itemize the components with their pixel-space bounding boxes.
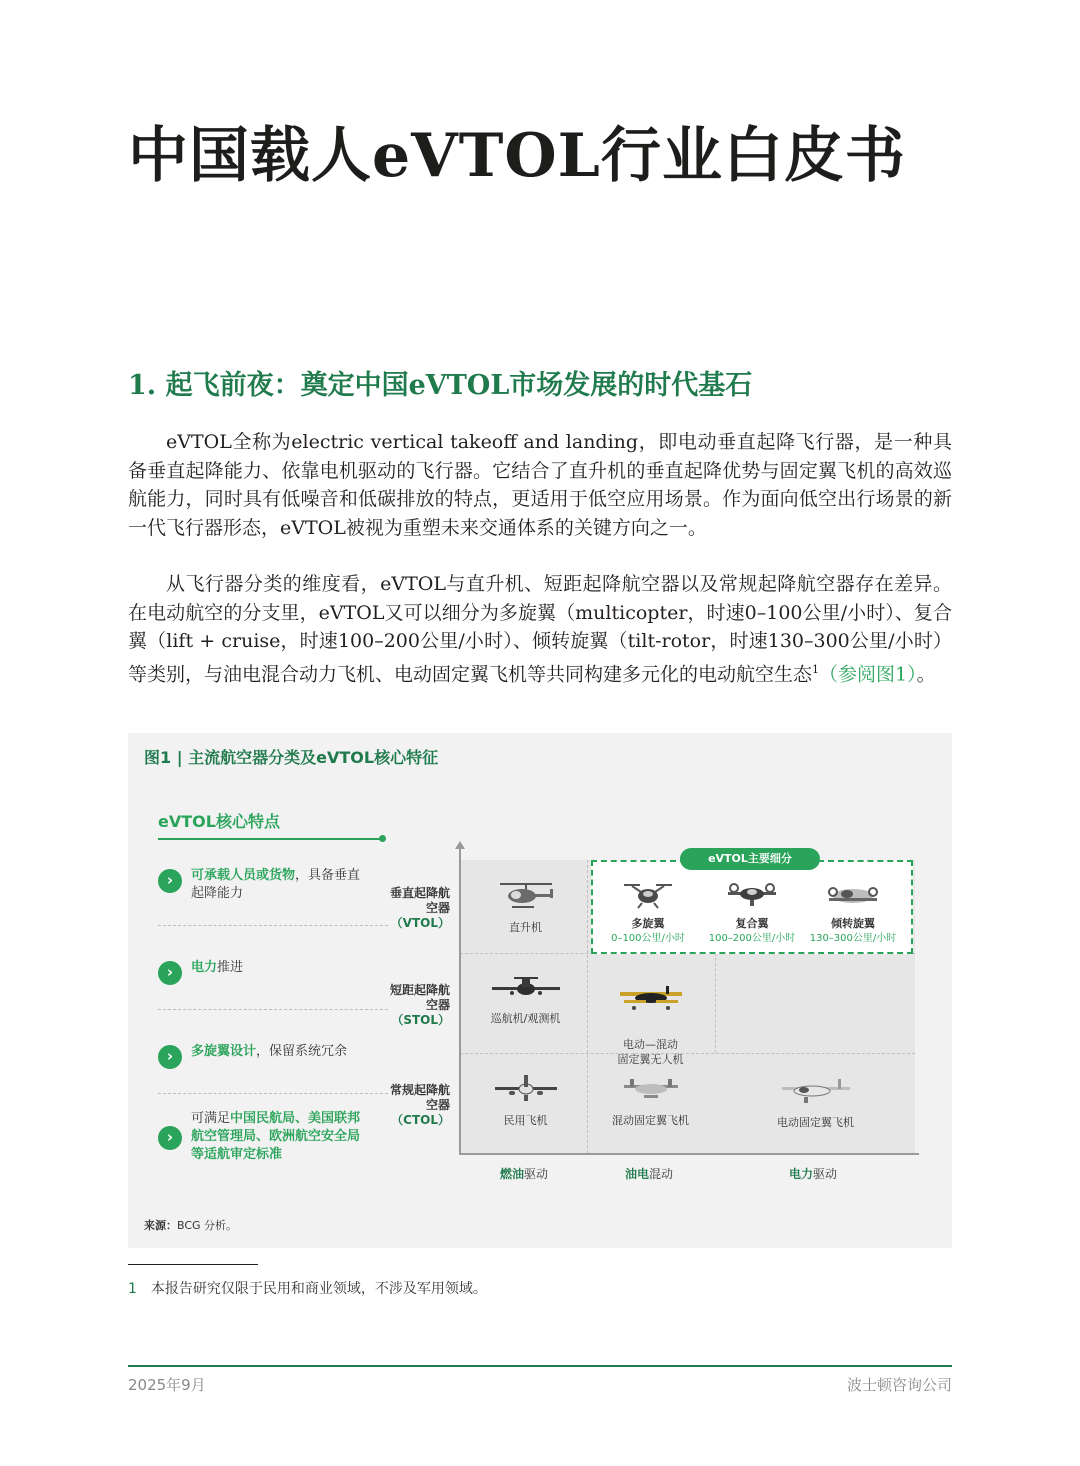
- evtol-segment-pill: eVTOL主要细分: [680, 848, 820, 870]
- features-rule-dot: [379, 835, 386, 842]
- feature-item: [158, 1043, 368, 1067]
- feature-divider: [158, 1009, 388, 1010]
- grid-divider: [715, 953, 716, 1053]
- row-label-stol: [390, 983, 450, 1028]
- feature-highlight: 可承载人员或货物: [191, 868, 296, 883]
- x-axis-label: 电力驱动: [789, 1167, 838, 1181]
- patrol-aircraft-icon: [486, 973, 566, 1005]
- cell-label: 多旋翼: [631, 917, 665, 930]
- footnote: [128, 1278, 487, 1298]
- helicopter-icon: [496, 878, 556, 914]
- row-label-abbr: （STOL）: [391, 1013, 450, 1027]
- x-axis-label: 油电混动: [625, 1167, 674, 1181]
- speed-range: 0–100公里/小时: [611, 933, 685, 944]
- figure-title: 图1 | 主流航空器分类及eVTOL核心特征: [144, 748, 439, 767]
- feature-divider: [158, 1093, 388, 1094]
- footer-date: 2025年9月: [128, 1376, 206, 1394]
- cell-airliner: [473, 1073, 578, 1128]
- feature-item: [158, 867, 368, 907]
- grid-divider: [587, 860, 588, 1153]
- body-paragraph-2: [128, 570, 952, 688]
- cell-label: 复合翼: [735, 917, 769, 930]
- chevron-right-icon: ›: [158, 1045, 182, 1069]
- footnote-divider: [128, 1264, 258, 1265]
- x-axis: [459, 1153, 919, 1155]
- cell-label: 直升机: [509, 921, 542, 934]
- figure-source: 来源：BCG 分析。: [144, 1219, 238, 1232]
- page-title: 中国载人eVTOL行业白皮书: [128, 121, 906, 191]
- features-heading-rule: [158, 838, 383, 840]
- chevron-right-icon: ›: [158, 1126, 182, 1150]
- cell-patrol-aircraft: [473, 973, 578, 1026]
- figure-1: [128, 733, 952, 1248]
- row-label-abbr: （VTOL）: [390, 916, 450, 930]
- chevron-right-icon: ›: [158, 961, 182, 985]
- row-label-text: 常规起降航空器: [390, 1083, 451, 1112]
- row-label-abbr: （CTOL）: [391, 1113, 450, 1127]
- feature-divider: [158, 925, 388, 926]
- footnote-number: 1: [128, 1281, 137, 1297]
- section-heading: 1. 起飞前夜：奠定中国eVTOL市场发展的时代基石: [128, 370, 753, 401]
- cell-hybrid-uav: [598, 965, 703, 1082]
- y-axis: [459, 845, 461, 1155]
- row-label-text: 垂直起降航空器: [390, 886, 451, 915]
- cell-label: 混动固定翼飞机: [612, 1114, 689, 1127]
- features-heading: eVTOL核心特点: [158, 812, 280, 831]
- speed-range: 130–300公里/小时: [809, 933, 897, 944]
- cell-helicopter: [473, 878, 578, 935]
- hybrid-fixed-wing-icon: [616, 1073, 686, 1107]
- feature-item: [158, 1110, 368, 1166]
- footer-divider: [128, 1365, 952, 1367]
- row-label-ctol: [390, 1083, 450, 1128]
- footnote-ref[interactable]: 1: [812, 662, 820, 676]
- cell-label: 倾转旋翼: [831, 917, 875, 930]
- cell-label: 电动固定翼飞机: [777, 1116, 854, 1129]
- figure-reference-link[interactable]: （参阅图1）: [819, 662, 917, 685]
- cell-label: 巡航机/观测机: [490, 1012, 561, 1025]
- cell-label: 民用飞机: [503, 1114, 548, 1127]
- feature-highlight: 中国民航局、美国联邦航空管理局、欧洲航空安全局等适航审定标准: [191, 1111, 361, 1162]
- airliner-icon: [491, 1073, 561, 1107]
- tilt-rotor-icon: [825, 878, 881, 910]
- cell-lift-cruise: [701, 878, 803, 946]
- feature-text: 推进: [217, 960, 244, 975]
- cell-label: 电动—混动 固定翼无人机: [617, 1038, 684, 1066]
- hybrid-uav-icon: [616, 980, 686, 1016]
- cell-multicopter: [598, 878, 698, 946]
- feature-text: ，具备垂直起降能力: [191, 868, 361, 901]
- arrow-up-icon: [455, 841, 465, 849]
- electric-fixed-wing-icon: [778, 1073, 854, 1109]
- cell-tilt-rotor: [803, 878, 903, 946]
- paragraph-2-end: 。: [916, 662, 936, 685]
- feature-text: ，保留系统冗余: [256, 1044, 348, 1059]
- feature-item: [158, 959, 368, 983]
- chevron-right-icon: ›: [158, 869, 182, 893]
- body-paragraph-1: eVTOL全称为electric vertical takeoff and landing，即电动垂直起降飞行器，是一种具备垂直起降能力、依靠电机驱动的飞行器。它结合了直升机的垂直起降优势与固定翼飞机的高效巡航能力，同时具有低噪音和低碳排放的特点，更适用于低空应用场景。作为面向低空出行场景的新一代飞行器形态，eVTOL被视为重塑未来交通体系的关键方向之一。: [128, 431, 952, 539]
- feature-highlight: 电力: [191, 960, 218, 975]
- row-label-text: 短距起降航空器: [390, 983, 451, 1012]
- footer-company: 波士顿咨询公司: [846, 1376, 952, 1394]
- footnote-text: 本报告研究仅限于民用和商业领域，不涉及军用领域。: [150, 1281, 487, 1297]
- feature-highlight: 多旋翼设计: [191, 1044, 257, 1059]
- feature-text-prefix: 可满足: [191, 1111, 231, 1126]
- speed-range: 100–200公里/小时: [708, 933, 796, 944]
- x-axis-label: 燃油驱动: [500, 1167, 549, 1181]
- lift-cruise-icon: [724, 878, 780, 910]
- paragraph-2-text: 从飞行器分类的维度看，eVTOL与直升机、短距起降航空器以及常规起降航空器存在差异。在电动航空的分支里，eVTOL又可以细分为多旋翼（multicopter，时速0–100公里/小时）、复合翼（lift + cruise，时速100–200公里/小时）、倾转旋翼（tilt-rotor，时速130–300公里/小时）等类别，与油电混合动力飞机、电动固定翼飞机等共同构建多元化的电动航空生态: [128, 573, 952, 685]
- cell-electric-fixed-wing: [748, 1073, 883, 1130]
- multicopter-icon: [620, 878, 676, 910]
- row-label-vtol: [390, 886, 450, 931]
- cell-hybrid-fixed-wing: [598, 1073, 703, 1128]
